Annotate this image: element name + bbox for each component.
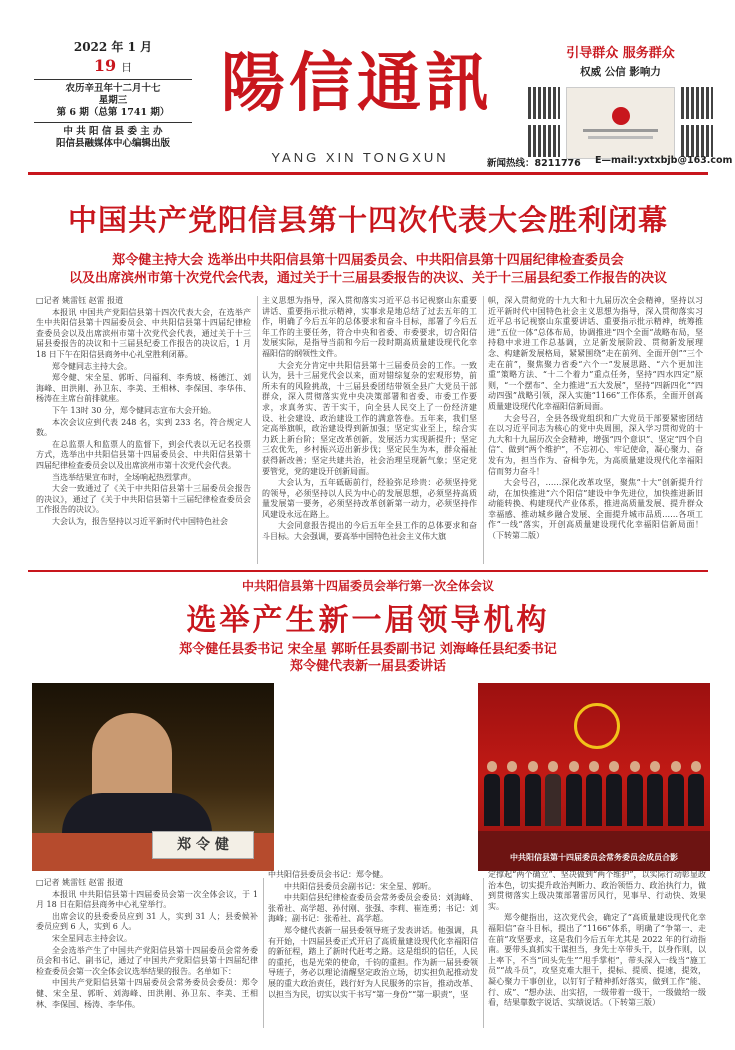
lead-column-3 xyxy=(488,296,703,564)
section-divider xyxy=(28,570,708,572)
body-paragraph: 大会充分肯定中共阳信县第十三届委员会的工作。一致认为，县十三届党代会以来，面对错综复杂的宏观形势，前所未有的风险挑战，十三届县委团结带领全县广大党员干部群众，深入贯彻落实党中央决策部署和省委、市委工作要求，求真务实、苦干实干，向全县人民交上了一份经济建设、社会建设、政治建设工作的满意答卷。五年来，我们坚定高举旗帜，政治建设得到新加强；坚定实业至上，综合实力跃上新台阶；坚定改革创新，发展活力实现新提升；坚定三农优先，乡村振兴迈出新步伐；坚定民生为本，群众福祉获得新改善；坚定共建共治，社会治理呈现新气象；坚定党要管党，党的建设开创新局面。 xyxy=(262,360,477,476)
lead-column-2 xyxy=(262,296,477,564)
person-figure xyxy=(504,761,520,827)
tagline: 权威 公信 影响力 xyxy=(580,66,661,78)
group-photo xyxy=(478,683,710,871)
body-paragraph: 全会选举产生了中国共产党阳信县第十四届委员会常务委员会和书记、副书记，通过了中国共产党阳信县第十四届纪律检查委员会第一次全体会议选举结果的报告。名单如下： xyxy=(36,945,258,976)
group-photo-caption: 中共阳信县第十四届委员会常务委员会成员合影 xyxy=(510,852,678,862)
email: E—mail:yxtxbjb@163.com xyxy=(595,155,733,166)
person-figure xyxy=(586,761,602,827)
body-paragraph: 中共阳信县纪律检查委员会常务委员会委员：刘海峰、张希社、高学超、孙付刚、张强、李莉、崔连勇；书记：刘海峰；副书记：张希社、高学超。 xyxy=(268,893,478,924)
body-paragraph: □记者 姚雷钰 赵雷 报道 xyxy=(36,296,124,305)
person-figure xyxy=(566,761,582,827)
body-paragraph: 本报讯 中共阳信县第十四届委员会第一次全体会议，于 1 月 18 日在阳信县商务中心礼堂举行。 xyxy=(36,889,258,910)
masthead-info xyxy=(28,40,198,149)
qr-code-icon xyxy=(528,125,560,157)
editor: 阳信县融媒体中心编辑出版 xyxy=(55,137,170,149)
group-members xyxy=(484,761,704,827)
body-paragraph: 大会号召，全县各级党组织和广大党员干部要紧密团结在以习近平同志为核心的党中央周围，深入学习贯彻党的十九大和十九届历次全会精神，增强“四个意识”、坚定“四个自信”、做到“两个维护”，不忘初心、牢记使命，凝心聚力、奋发有为，担当作为、奋楫争先，为高质量建设现代化幸福阳信而努力奋斗！ xyxy=(488,413,703,476)
person-figure xyxy=(606,761,622,827)
session-column-2 xyxy=(268,870,478,1030)
weekday: 星期三 xyxy=(98,94,128,106)
body-paragraph: 在总监票人和监票人的监督下，到会代表以无记名投票方式，选举出中共阳信县第十四届委员会、中共阳信县第十四届纪律检查委员会以及出席滨州市第十次党代会代表。 xyxy=(36,439,251,470)
body-paragraph: 宋全星同志主持会议。 xyxy=(52,933,132,943)
body-paragraph: 本次会议应到代表 248 名，实到 233 名，符合规定人数。 xyxy=(36,417,251,438)
body-paragraph: 大会同意报告提出的今后五年全县工作的总体要求和奋斗目标。大会强调，要高举中国特色社会主义伟大旗 xyxy=(262,521,477,542)
body-paragraph: 大会号召，……深化改革攻坚，聚焦“十大”创新提升行动，在加快推进“六个阳信”建设中争先进位，加快推进新旧动能转换、构建现代产业体系，推进高质量发展、提升群众幸福感、推动城乡融合发展、全面提升城市品质……各项工作“一线”落实，开创高质量建设现代化幸福阳信新局面！（下转第二版） xyxy=(488,478,703,541)
body-paragraph: 大会认为，报告坚持以习近平新时代中国特色社会 xyxy=(52,516,228,526)
lunar-date: 农历辛丑年十二月十七 xyxy=(65,83,161,94)
newspaper-logo: 陽信通訊 xyxy=(221,46,493,121)
nameplate: 郑 令 健 xyxy=(152,831,254,859)
person-figure xyxy=(688,761,704,827)
body-paragraph: 出席会议的县委委员应到 31 人，实到 31 人；县委候补委员应到 6 人，实到 6 人。 xyxy=(36,911,258,932)
newspaper-roman-title: YANG XIN TONGXUN xyxy=(271,150,449,165)
session-column-3 xyxy=(488,870,706,1030)
session-headline: 选举产生新一届领导机构 xyxy=(186,603,550,638)
hotline: 新闻热线：8211776 xyxy=(487,158,581,169)
stage-floor xyxy=(478,831,710,871)
lead-column-1 xyxy=(36,296,251,564)
person-figure xyxy=(525,761,541,827)
sponsor: 中 共 阳 信 县 委 主 办 xyxy=(63,125,163,137)
person-figure xyxy=(668,761,684,827)
body-paragraph: 主义思想为指导，深入贯彻落实习近平总书记视察山东重要讲话、重要指示批示精神，实事求是地总结了过去五年的工作，明确了今后五年的总体要求和奋斗目标，部署了今后五年工作的主要任务，符合中央和省委、市委要求，切合阳信发展实际，是指导当前和今后一段时期高质量建设现代化幸福阳信的纲领性文件。 xyxy=(262,296,477,358)
body-paragraph: 郑令健指出，这次党代会，确定了“高质量建设现代化幸福阳信”奋斗目标，提出了“1166”体系，明确了“争第一、走在前”攻坚要求，这是我们今后五年尤其是 2022 年的行动指南。要带头真抓实干谋担当，身先士卒带头干，以身作则，以上率下，不当“回头先生”“甩手掌柜”，带头深入一线当“施工员”“战斗员”，攻坚克难大胆干，提标、提质、提速，提效，凝心聚力干事创业，以钉钉子精神抓好落实，做到工作“能、行、成”、“想办法、出实招，一级带着一级干，一级做给一级看，结果靠数字说话、实绩说话。（下转第三版） xyxy=(488,913,706,1008)
party-emblem-icon xyxy=(574,703,620,749)
body-paragraph: 大会一致通过了《关于中共阳信县第十三届委员会报告的决议》，通过了《关于中共阳信县第十三届纪律检查委员会工作报告的决议》。 xyxy=(36,484,251,515)
day-number: 19 xyxy=(93,56,117,75)
body-paragraph: 中共阳信县委员会副书记：宋全星、郭昕。 xyxy=(284,881,436,891)
qr-code-icon xyxy=(528,87,560,119)
body-paragraph: 定撑起“两个确立”、坚决做到“两个维护”，以实际行动彰显政治本色，切实提升政治判断力、政治领悟力、政治执行力，做到贯彻落实上级决策部署雷厉风行，见事早、行动快、效果实。 xyxy=(488,870,706,911)
masthead-right xyxy=(528,42,713,159)
day-suffix: 日 xyxy=(121,61,133,74)
app-promo-panel xyxy=(566,87,675,159)
body-paragraph: 郑令健同志主持大会。 xyxy=(52,361,132,371)
lead-headline: 中国共产党阳信县第十四次代表大会胜利闭幕 xyxy=(67,203,668,237)
body-paragraph: 中共阳信县委员会书记：郑令健。 xyxy=(268,870,388,879)
body-paragraph: 下午 13时 30 分，郑令健同志宣布大会开始。 xyxy=(52,405,216,415)
session-column-1 xyxy=(36,878,258,1028)
app-logo-icon xyxy=(612,107,630,125)
day-line xyxy=(28,56,198,76)
date-line: 2022 年 1 月 xyxy=(73,40,153,54)
lead-subheadline-1: 郑令健主持大会 选举出中共阳信县第十四届委员会、中共阳信县第十四届纪律检查委员会 xyxy=(112,253,624,268)
body-paragraph: 帜，深入贯彻党的十九大和十九届历次全会精神，坚持以习近平新时代中国特色社会主义思想为指导，深入贯彻落实习近平总书记视察山东重要讲话、重要指示批示精神，统筹推进“五位一体”总体布局，协调推进“四个全面”战略布局，坚持稳中求进工作总基调，立足新发展阶段、贯彻新发展理念、构建新发展格局，紧紧围绕“走在前列、全面开创”“三个走在前”，聚焦聚力省委“六个一”发展思路、“六个更加注重”策略方法、“十二个着力”重点任务，坚持“四水四定”原则，“一个摆布”、全力推进“五大发展”，坚持“四新四化”“四动四强”战略引领，深入实施“1166”工作体系，全面开创高质量建设现代化幸福阳信新局面。 xyxy=(488,296,703,411)
lead-subheadline-2: 以及出席滨州市第十次党代会代表，通过关于十三届县委报告的决议、关于十三届县纪委工作报告的决议 xyxy=(68,271,667,286)
slogan: 引导群众 服务群众 xyxy=(566,46,675,61)
qr-codes xyxy=(528,87,713,159)
qr-code-icon xyxy=(681,87,713,119)
body-paragraph: 大会认为，五年砥砺前行，经验弥足珍贵：必须坚持党的领导，必须坚持以人民为中心的发展思想，必须坚持高质量发展第一要务，必须坚持改革创新第一动力，必须坚持作风建设永远在路上。 xyxy=(262,478,477,519)
qr-code-icon xyxy=(681,125,713,157)
body-paragraph: □记者 姚雷钰 赵雷 报道 xyxy=(36,878,124,887)
issue-number: 第 6 期（总第 1741 期） xyxy=(56,106,170,118)
body-paragraph: 郑令健代表新一届县委领导班子发表讲话。他强调，具有开始，十四届县委正式开启了高质量建设现代化幸福阳信的新征程，踏上了新时代赶考之路。这是组织的信任，人民的重托，也是光荣的使命，千钧的重担。作为新一届县委领导班子，务必以理论清醒坚定政治立场，切实担负起推动发展的重大政治责任，践行好为人民服务的宗旨，推动改革、以担当为民，切实以实干书写“第一身份”“第一职责”，坚 xyxy=(268,925,478,999)
body-paragraph: 本报讯 中国共产党阳信县第十四次代表大会，在选举产生中共阳信县第十四届委员会、中共阳信县第十四届纪律检查委员会以及出席滨州市第十次党代会代表，通过关于十三届县委报告的决议和十三届县纪委工作报告的决议后，1 月 18 日下午在阳信县商务中心礼堂胜利闭幕。 xyxy=(36,307,251,359)
session-subheadline-1: 郑令健任县委书记 宋全星 郭昕任县委副书记 刘海峰任县纪委书记 xyxy=(179,642,557,657)
person-figure xyxy=(627,761,643,827)
session-subheadline-2: 郑令健代表新一届县委讲话 xyxy=(289,659,446,674)
person-figure xyxy=(484,761,500,827)
body-paragraph: 当选举结果宣布时，全场响起热烈掌声。 xyxy=(52,472,196,482)
masthead-rule xyxy=(28,172,708,175)
person-figure xyxy=(647,761,663,827)
speaker-photo xyxy=(32,683,274,871)
person-figure xyxy=(545,761,561,827)
body-paragraph: 中国共产党阳信县第十四届委员会常务委员会委员：郑令健、宋全星、郭昕、刘海峰、田洪刚、孙卫东、李美、王相林、李保国、杨涛、李华伟。 xyxy=(36,978,258,1009)
body-paragraph: 郑令健、宋全星、郭昕、闫福利、李秀坡、杨德江、刘海峰、田洪刚、孙卫东、李美、王相林、李保国、李华伟、杨涛在主席台前排就座。 xyxy=(36,373,251,404)
session-kicker: 中共阳信县第十四届委员会举行第一次全体会议 xyxy=(241,579,494,593)
